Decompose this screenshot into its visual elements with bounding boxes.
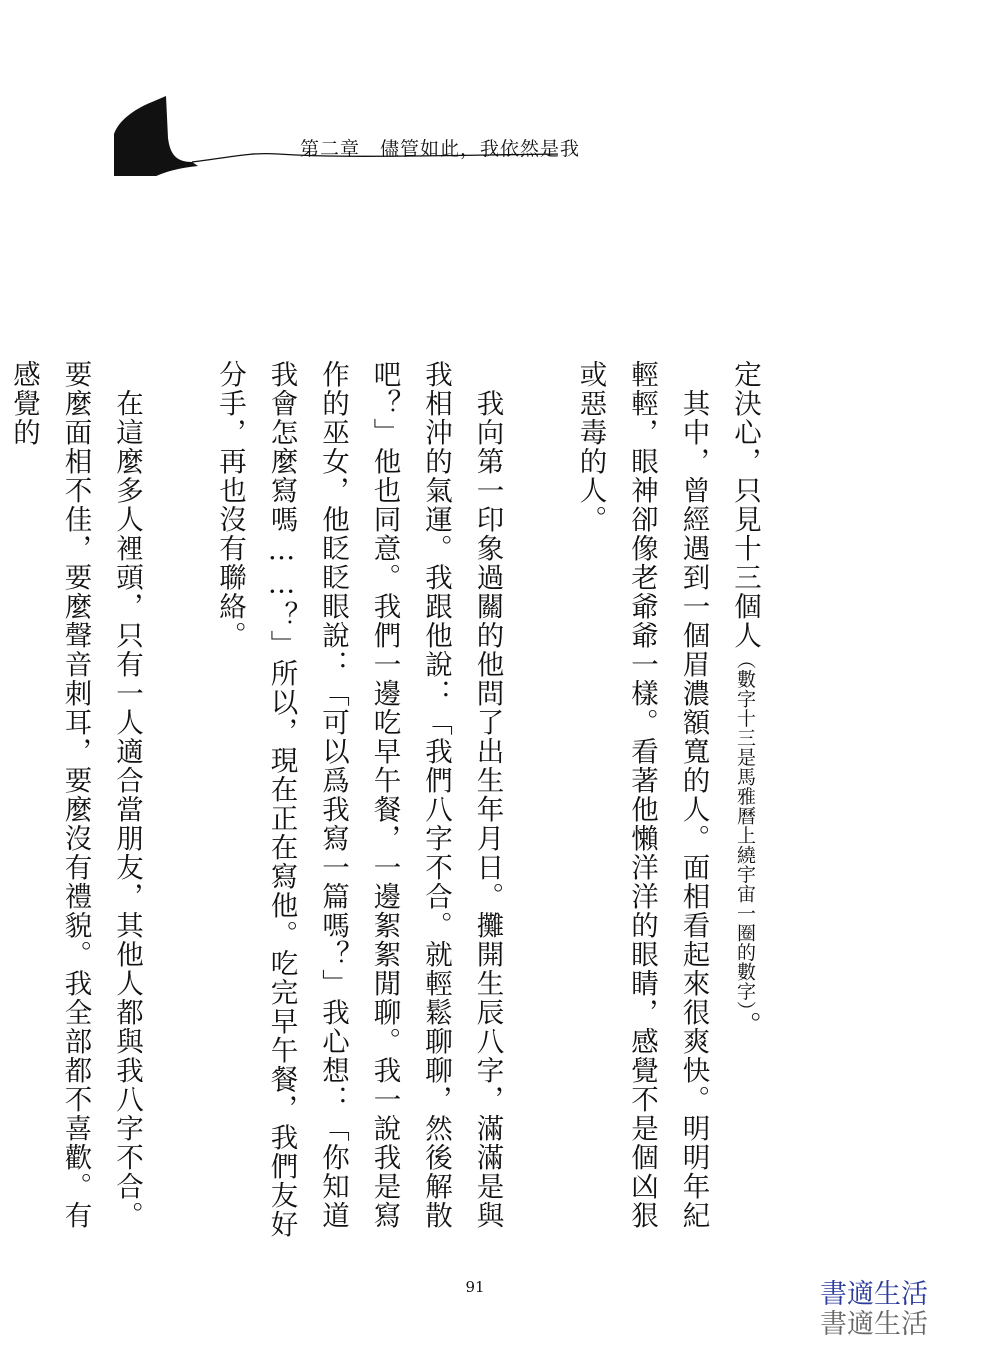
paragraph-gap bbox=[513, 360, 565, 1240]
watermark-line-1: 書適生活 bbox=[820, 1279, 928, 1310]
paragraph-1-text: 定決心，只見十三個人 bbox=[729, 360, 761, 650]
paragraph-3 bbox=[204, 360, 513, 1240]
paragraph-4-text: 在這麼多人裡頭，只有一人適合當朋友，其他人都與我八字不合。要麼面相不佳，要麼聲音刺耳，要麼沒有禮貌。我全部都不喜歡。有感覺的 bbox=[8, 360, 143, 1230]
page-number: 91 bbox=[465, 1278, 485, 1296]
watermark bbox=[820, 1280, 928, 1340]
paragraph-2 bbox=[564, 360, 719, 1240]
paragraph-1-note: （數字十三是馬雅曆上繞宇宙一圈的數字） bbox=[734, 650, 756, 1011]
paragraph-4 bbox=[0, 360, 152, 1240]
paragraph-1-end: 。 bbox=[729, 1011, 761, 1040]
paragraph-2-text: 其中，曾經遇到一個眉濃額寬的人。面相看起來很爽快。明明年紀輕輕，眼神卻像老爺爺一樣。看著他懶洋洋的眼睛，感覺不是個凶狠或惡毒的人。 bbox=[574, 360, 710, 1230]
hooded-figure-shape bbox=[114, 96, 198, 176]
watermark-line-2: 書適生活 bbox=[820, 1309, 928, 1340]
vertical-body-text bbox=[8, 360, 770, 1240]
paragraph-3-text: 我向第一印象過關的他問了出生年月日。攤開生辰八字，滿滿是與我相沖的氣運。我跟他說：「我們八字不合。就輕鬆聊聊，然後解散吧？」他也同意。我們一邊吃早午餐，一邊絮絮閒聊。我一說我是寫作的巫女，他眨眨眼說：「可以爲我寫一篇嗎？」我心想：「你知道我會怎麼寫嗎……？」所以，現在正在寫他。吃完早午餐，我們友好分手，再也沒有聯絡。 bbox=[214, 360, 504, 1239]
chapter-title: 第二章 儘管如此，我依然是我 bbox=[300, 138, 581, 160]
paragraph-1 bbox=[719, 360, 771, 1240]
paragraph-gap bbox=[152, 360, 204, 1240]
